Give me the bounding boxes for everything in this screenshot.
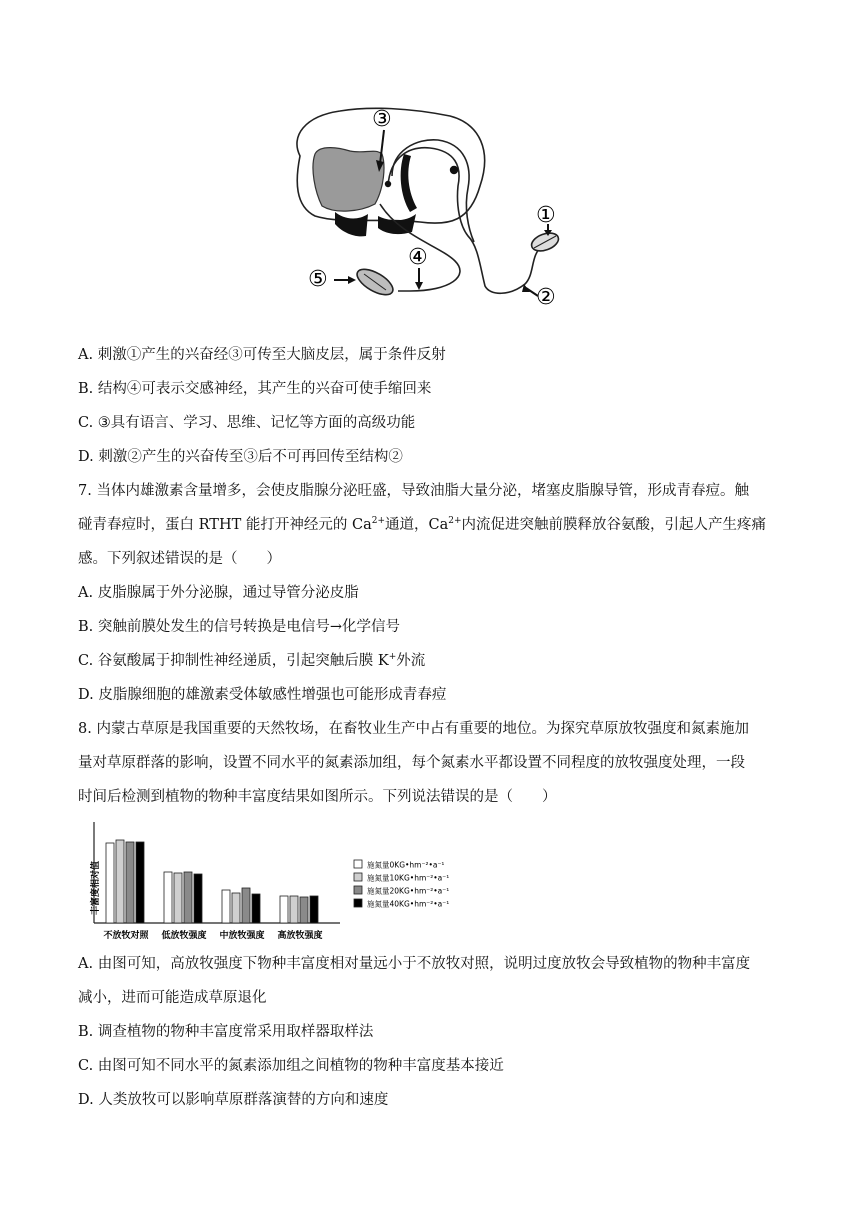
bar-2-0 bbox=[222, 890, 230, 923]
legend-swatch bbox=[354, 873, 362, 881]
bar-1-0 bbox=[164, 872, 172, 923]
q7-stem-line1: 7. 当体内雄激素含量增多，会使皮脂腺分泌旺盛，导致油脂大量分泌，堵塞皮脂腺导管，形成青春痘。触 bbox=[78, 483, 749, 499]
legend-swatch bbox=[354, 899, 362, 907]
bar-0-2 bbox=[126, 842, 134, 923]
x-tick-label: 中放牧强度 bbox=[219, 931, 265, 941]
x-tick-label: 高放牧强度 bbox=[277, 931, 323, 941]
q7-option-b: B. 突触前膜处发生的信号转换是电信号→化学信号 bbox=[78, 619, 401, 635]
q8-stem-line2: 量对草原群落的影响，设置不同水平的氮素添加组，每个氮素水平都设置不同程度的放牧强度处理，一段 bbox=[78, 755, 745, 771]
q6-option-a: A. 刺激①产生的兴奋经③可传至大脑皮层，属于条件反射 bbox=[78, 347, 446, 363]
q7-stem-line2: 碰青春痘时，蛋白 RTHT 能打开神经元的 $Ca^{2+}$通道，$Ca^{2+}$内流促进突触前膜释放谷氨酸，引起人产生疼痛 bbox=[78, 516, 767, 533]
species-richness-bar-chart bbox=[78, 818, 478, 946]
label-1: ① bbox=[536, 203, 556, 228]
q6-option-b: B. 结构④可表示交感神经，其产生的兴奋可使手缩回来 bbox=[78, 381, 432, 397]
q7-option-c: C. 谷氨酸属于抑制性神经递质，引起突触后膜 K+外流 bbox=[78, 652, 426, 669]
q8-option-a-line1: A. 由图可知，高放牧强度下物种丰富度相对量远小于不放牧对照，说明过度放牧会导致植物的物种丰富度 bbox=[78, 956, 751, 972]
bar-3-0 bbox=[280, 896, 288, 923]
legend-swatch bbox=[354, 860, 362, 868]
q6-option-c: C. ③具有语言、学习、思维、记忆等方面的高级功能 bbox=[78, 415, 416, 431]
bar-1-3 bbox=[194, 874, 202, 923]
label-3: ③ bbox=[372, 107, 392, 132]
legend-label: 施氮量20KG•hm⁻²•a⁻¹ bbox=[367, 886, 450, 896]
q7-option-d: D. 皮脂腺细胞的雄激素受体敏感性增强也可能形成青春痘 bbox=[78, 687, 447, 703]
bar-0-0 bbox=[106, 843, 114, 923]
q8-stem-line3: 时间后检测到植物的物种丰富度结果如图所示。下列说法错误的是（ ） bbox=[78, 789, 557, 805]
q8-option-c: C. 由图可知不同水平的氮素添加组之间植物的物种丰富度基本接近 bbox=[78, 1058, 504, 1074]
q6-option-d: D. 刺激②产生的兴奋传至③后不可再回传至结构② bbox=[78, 449, 403, 465]
legend-label: 施氮量0KG•hm⁻²•a⁻¹ bbox=[367, 860, 445, 870]
bar-0-3 bbox=[136, 842, 144, 923]
bar-2-2 bbox=[242, 888, 250, 923]
legend-label: 施氮量10KG•hm⁻²•a⁻¹ bbox=[367, 873, 450, 883]
label-5: ⑤ bbox=[308, 267, 328, 292]
label-2: ② bbox=[536, 285, 556, 310]
bar-1-1 bbox=[174, 873, 182, 923]
label-4: ④ bbox=[408, 245, 428, 270]
x-tick-label: 低放牧强度 bbox=[161, 931, 207, 941]
bar-2-3 bbox=[252, 894, 260, 923]
bar-3-1 bbox=[290, 896, 298, 923]
q8-option-a-line2: 减小，进而可能造成草原退化 bbox=[78, 990, 267, 1006]
legend-label: 施氮量40KG•hm⁻²•a⁻¹ bbox=[367, 899, 450, 909]
chart-ylabel: 丰富度相对值 bbox=[91, 860, 101, 916]
q8-stem-line1: 8. 内蒙古草原是我国重要的天然牧场，在畜牧业生产中占有重要的地位。为探究草原放牧强度和氮素施加 bbox=[78, 721, 749, 737]
reflex-arc-diagram bbox=[280, 96, 580, 311]
bar-3-2 bbox=[300, 897, 308, 923]
bar-0-1 bbox=[116, 840, 124, 923]
bar-2-1 bbox=[232, 893, 240, 923]
x-tick-label: 不放牧对照 bbox=[103, 931, 149, 941]
bar-3-3 bbox=[310, 896, 318, 923]
legend-swatch bbox=[354, 886, 362, 894]
bar-1-2 bbox=[184, 872, 192, 923]
q8-option-d: D. 人类放牧可以影响草原群落演替的方向和速度 bbox=[78, 1092, 389, 1108]
q7-stem-line3: 感。下列叙述错误的是（ ） bbox=[78, 551, 281, 567]
q8-option-b: B. 调查植物的物种丰富度常采用取样器取样法 bbox=[78, 1024, 374, 1040]
q7-option-a: A. 皮脂腺属于外分泌腺，通过导管分泌皮脂 bbox=[78, 585, 359, 601]
